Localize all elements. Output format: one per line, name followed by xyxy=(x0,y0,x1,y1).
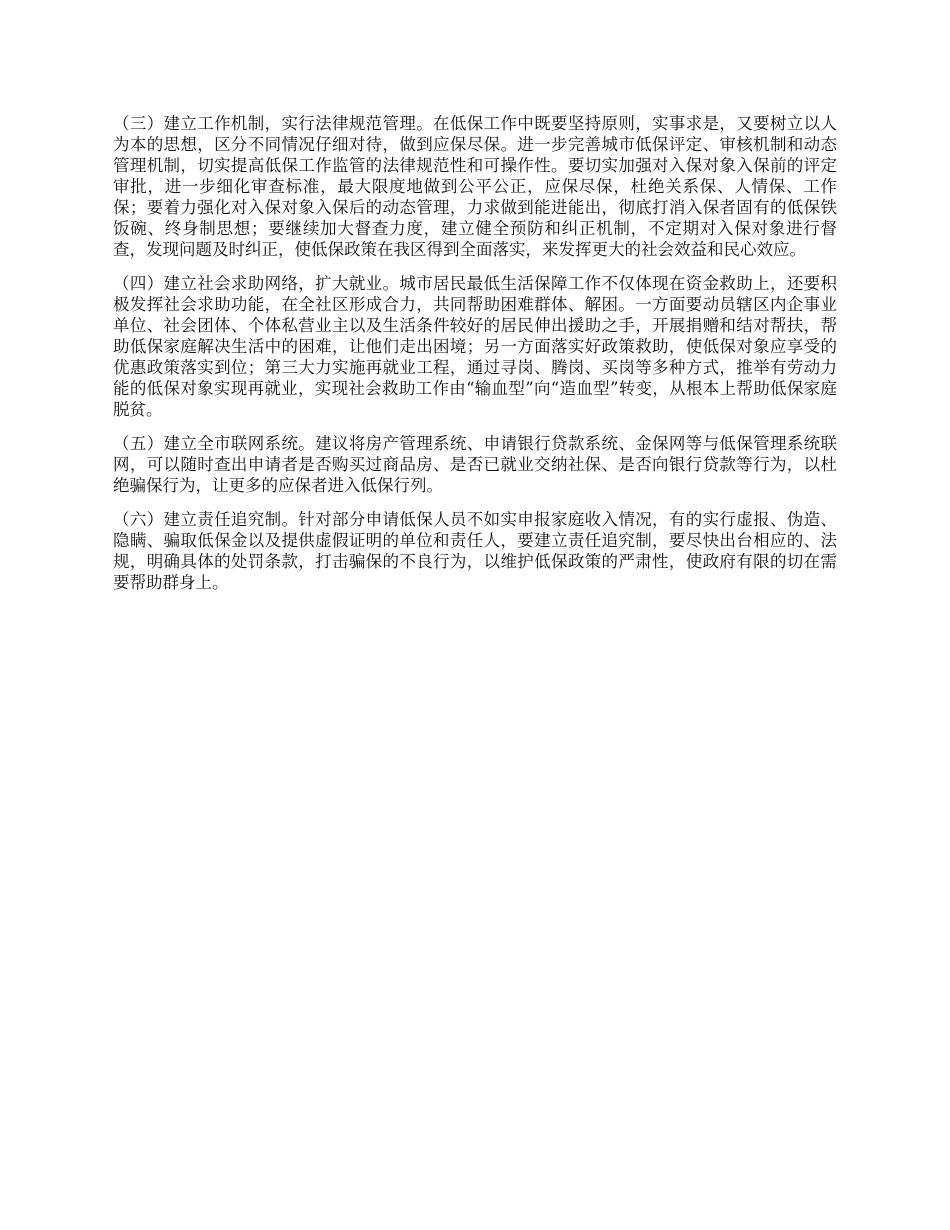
paragraph-section-6: （六）建立责任追究制。针对部分申请低保人员不如实申报家庭收入情况，有的实行虚报、伪造、隐瞒、骗取低保金以及提供虚假证明的单位和责任人，要建立责任追究制，要尽快出台相应的、法规，明确具体的处罚条款，打击骗保的不良行为，以维护低保政策的严肃性，使政府有限的切在需要帮助群身上。 xyxy=(113,510,837,592)
document-body xyxy=(113,113,837,606)
paragraph-section-4: （四）建立社会求助网络，扩大就业。城市居民最低生活保障工作不仅体现在资金救助上，还要积极发挥社会求助功能，在全社区形成合力，共同帮助困难群体、解困。一方面要动员辖区内企事业单位、社会团体、个体私营业主以及生活条件较好的居民伸出援助之手，开展捐赠和结对帮扶，帮助低保家庭解决生活中的困难，让他们走出困境；另一方面落实好政策救助，使低保对象应享受的优惠政策落实到位；第三大力实施再就业工程，通过寻岗、腾岗、买岗等多种方式，推举有劳动力能的低保对象实现再就业，实现社会救助工作由“输血型”向“造血型”转变，从根本上帮助低保家庭脱贫。 xyxy=(113,274,837,419)
paragraph-section-3: （三）建立工作机制，实行法律规范管理。在低保工作中既要坚持原则，实事求是，又要树立以人为本的思想，区分不同情况仔细对待，做到应保尽保。进一步完善城市低保评定、审核机制和动态管理机制，切实提高低保工作监管的法律规范性和可操作性。要切实加强对入保对象入保前的评定审批，进一步细化审查标准，最大限度地做到公平公正，应保尽保，杜绝关系保、人情保、工作保；要着力强化对入保对象入保后的动态管理，力求做到能进能出，彻底打消入保者固有的低保铁饭碗、终身制思想；要继续加大督查力度，建立健全预防和纠正机制，不定期对入保对象进行督查，发现问题及时纠正，使低保政策在我区得到全面落实，来发挥更大的社会效益和民心效应。 xyxy=(113,114,837,259)
paragraph-section-5: （五）建立全市联网系统。建议将房产管理系统、申请银行贷款系统、金保网等与低保管理系统联网，可以随时查出申请者是否购买过商品房、是否已就业交纳社保、是否向银行贷款等行为，以杜绝骗保行为，让更多的应保者进入低保行列。 xyxy=(113,434,837,495)
